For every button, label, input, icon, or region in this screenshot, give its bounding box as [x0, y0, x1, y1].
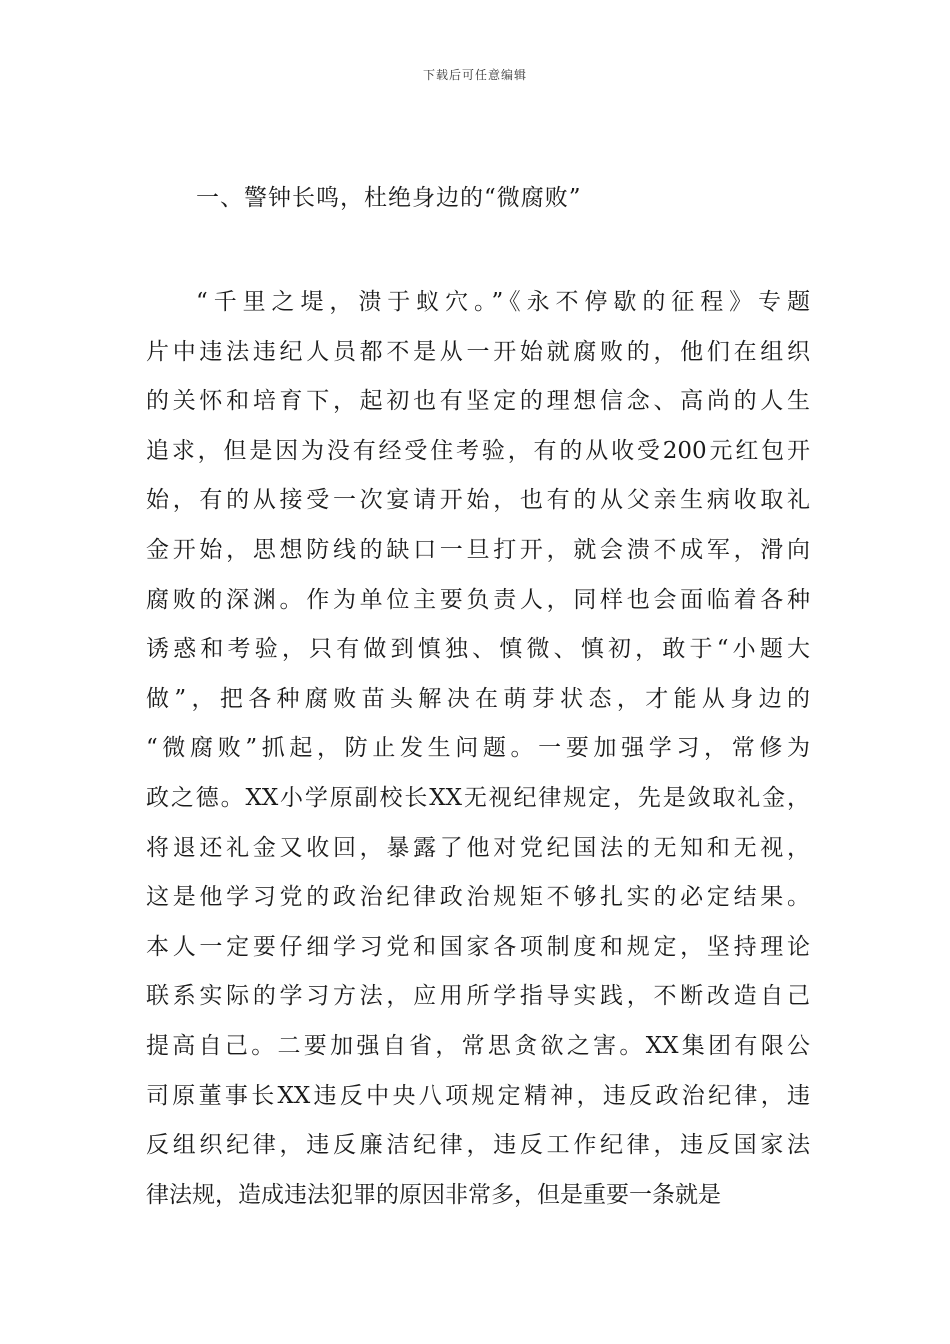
paragraph-line: 片中违法违纪人员都不是从一开始就腐败的，他们在组织 — [146, 338, 810, 365]
paragraph-line: 始，有的从接受一次宴请开始，也有的从父亲生病收取礼 — [146, 487, 810, 514]
paragraph-line: 本人一定要仔细学习党和国家各项制度和规定，坚持理论 — [146, 933, 810, 960]
paragraph-line: 追求，但是因为没有经受住考验，有的从收受200元红包开 — [146, 437, 810, 464]
paragraph-line: 腐败的深渊。作为单位主要负责人，同样也会面临着各种 — [146, 586, 810, 613]
paragraph-line: 金开始，思想防线的缺口一旦打开，就会溃不成军，滑向 — [146, 536, 810, 563]
paragraph-line: 做”，把各种腐败苗头解决在萌芽状态，才能从身边的 — [146, 685, 810, 712]
paragraph-line: 提高自己。二要加强自省，常思贪欲之害。XX集团有限公 — [146, 1032, 810, 1059]
paragraph-line: 诱惑和考验，只有做到慎独、慎微、慎初，敢于“小题大 — [146, 636, 810, 663]
paragraph-line: 律法规，造成违法犯罪的原因非常多，但是重要一条就是 — [146, 1181, 721, 1208]
paragraph-line: “千里之堤，溃于蚁穴。”《永不停歇的征程》专题 — [196, 289, 810, 315]
paragraph-line: 将退还礼金又收回，暴露了他对党纪国法的无知和无视， — [146, 834, 810, 861]
paragraph-line: 联系实际的学习方法，应用所学指导实践，不断改造自己 — [146, 983, 810, 1010]
header-note: 下载后可任意编辑 — [422, 68, 527, 82]
section-heading: 一、警钟长鸣，杜绝身边的“微腐败” — [196, 185, 582, 211]
paragraph-line: 反组织纪律，违反廉洁纪律，违反工作纪律，违反国家法 — [146, 1132, 810, 1159]
paragraph-line: 这是他学习党的政治纪律政治规矩不够扎实的必定结果。 — [146, 884, 810, 911]
paragraph-line: “微腐败”抓起，防止发生问题。一要加强学习，常修为 — [146, 735, 810, 762]
body-paragraph — [146, 278, 810, 1220]
paragraph-line: 的关怀和培育下，起初也有坚定的理想信念、高尚的人生 — [146, 388, 810, 415]
paragraph-line: 政之德。XX小学原副校长XX无视纪律规定，先是敛取礼金， — [146, 784, 810, 811]
paragraph-line: 司原董事长XX违反中央八项规定精神，违反政治纪律，违 — [146, 1082, 810, 1109]
